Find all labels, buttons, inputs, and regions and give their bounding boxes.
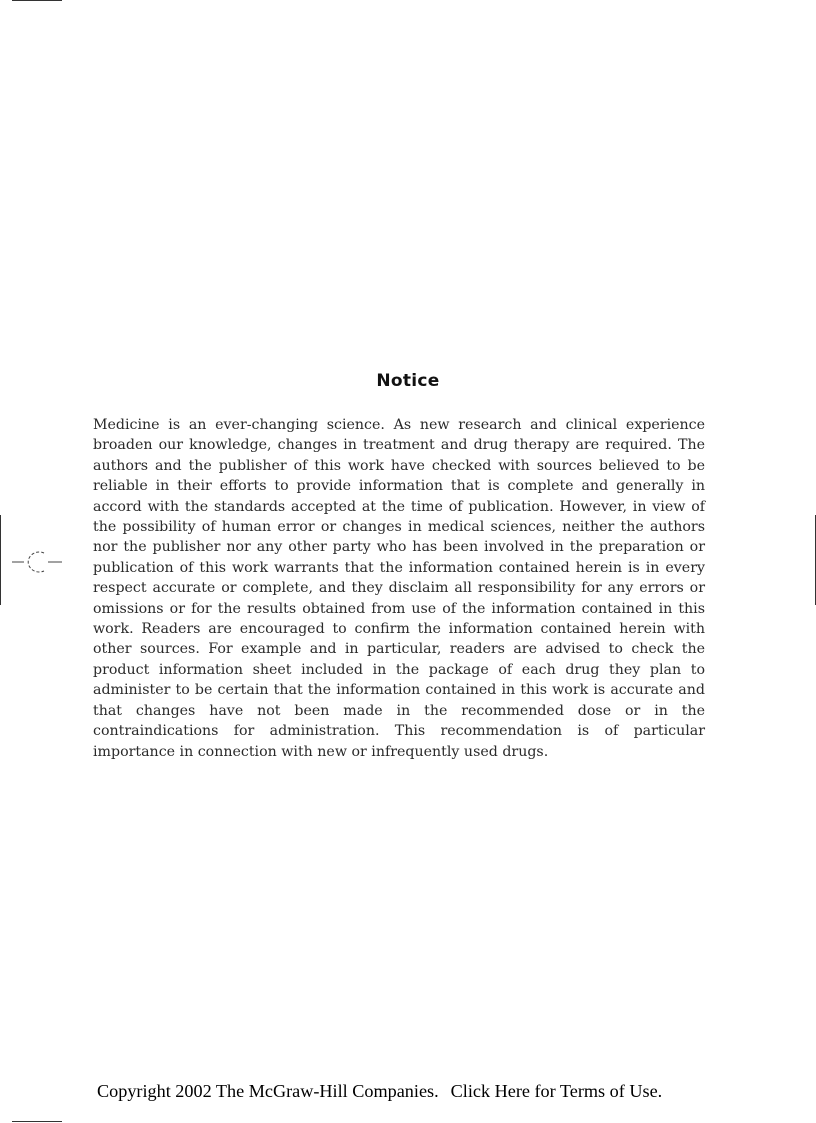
crop-mark-top-left xyxy=(12,0,62,1)
copyright-bar xyxy=(97,1081,662,1102)
crop-mark-bottom-left xyxy=(12,1121,62,1122)
registration-mark-icon xyxy=(12,547,64,577)
notice-title: Notice xyxy=(376,371,440,391)
crop-mark-left-edge xyxy=(0,515,1,605)
notice-body: Medicine is an ever-changing science. As new research and clinical experience broaden our knowledge, changes in treatment and drug therapy are required. The authors and the publisher of this work have checked with sources believed to be reliable in their efforts to provide information that is complete and generally in accord with the standards accepted at the time of publication. However, in view of the possibility of human error or changes in medical sciences, neither the authors nor the publisher nor any other party who has been involved in the preparation or publication of this work warrants that the information contained herein is in every respect accurate or complete, and they disclaim all responsibility for any errors or omissions or for the results obtained from use of the information contained in this work. Readers are encouraged to confirm the information contained herein with other sources. For example and in particular, readers are advised to check the product information sheet included in the package of each drug they plan to administer to be certain that the information contained in this work is accurate and that changes have not been made in the recommended dose or in the contraindications for administration. This recommendation is of particular importance in connection with new or infrequently used drugs. xyxy=(93,417,705,760)
terms-of-use-link[interactable]: Click Here for Terms of Use. xyxy=(450,1081,663,1101)
copyright-text: Copyright 2002 The McGraw-Hill Companies. xyxy=(97,1081,439,1101)
